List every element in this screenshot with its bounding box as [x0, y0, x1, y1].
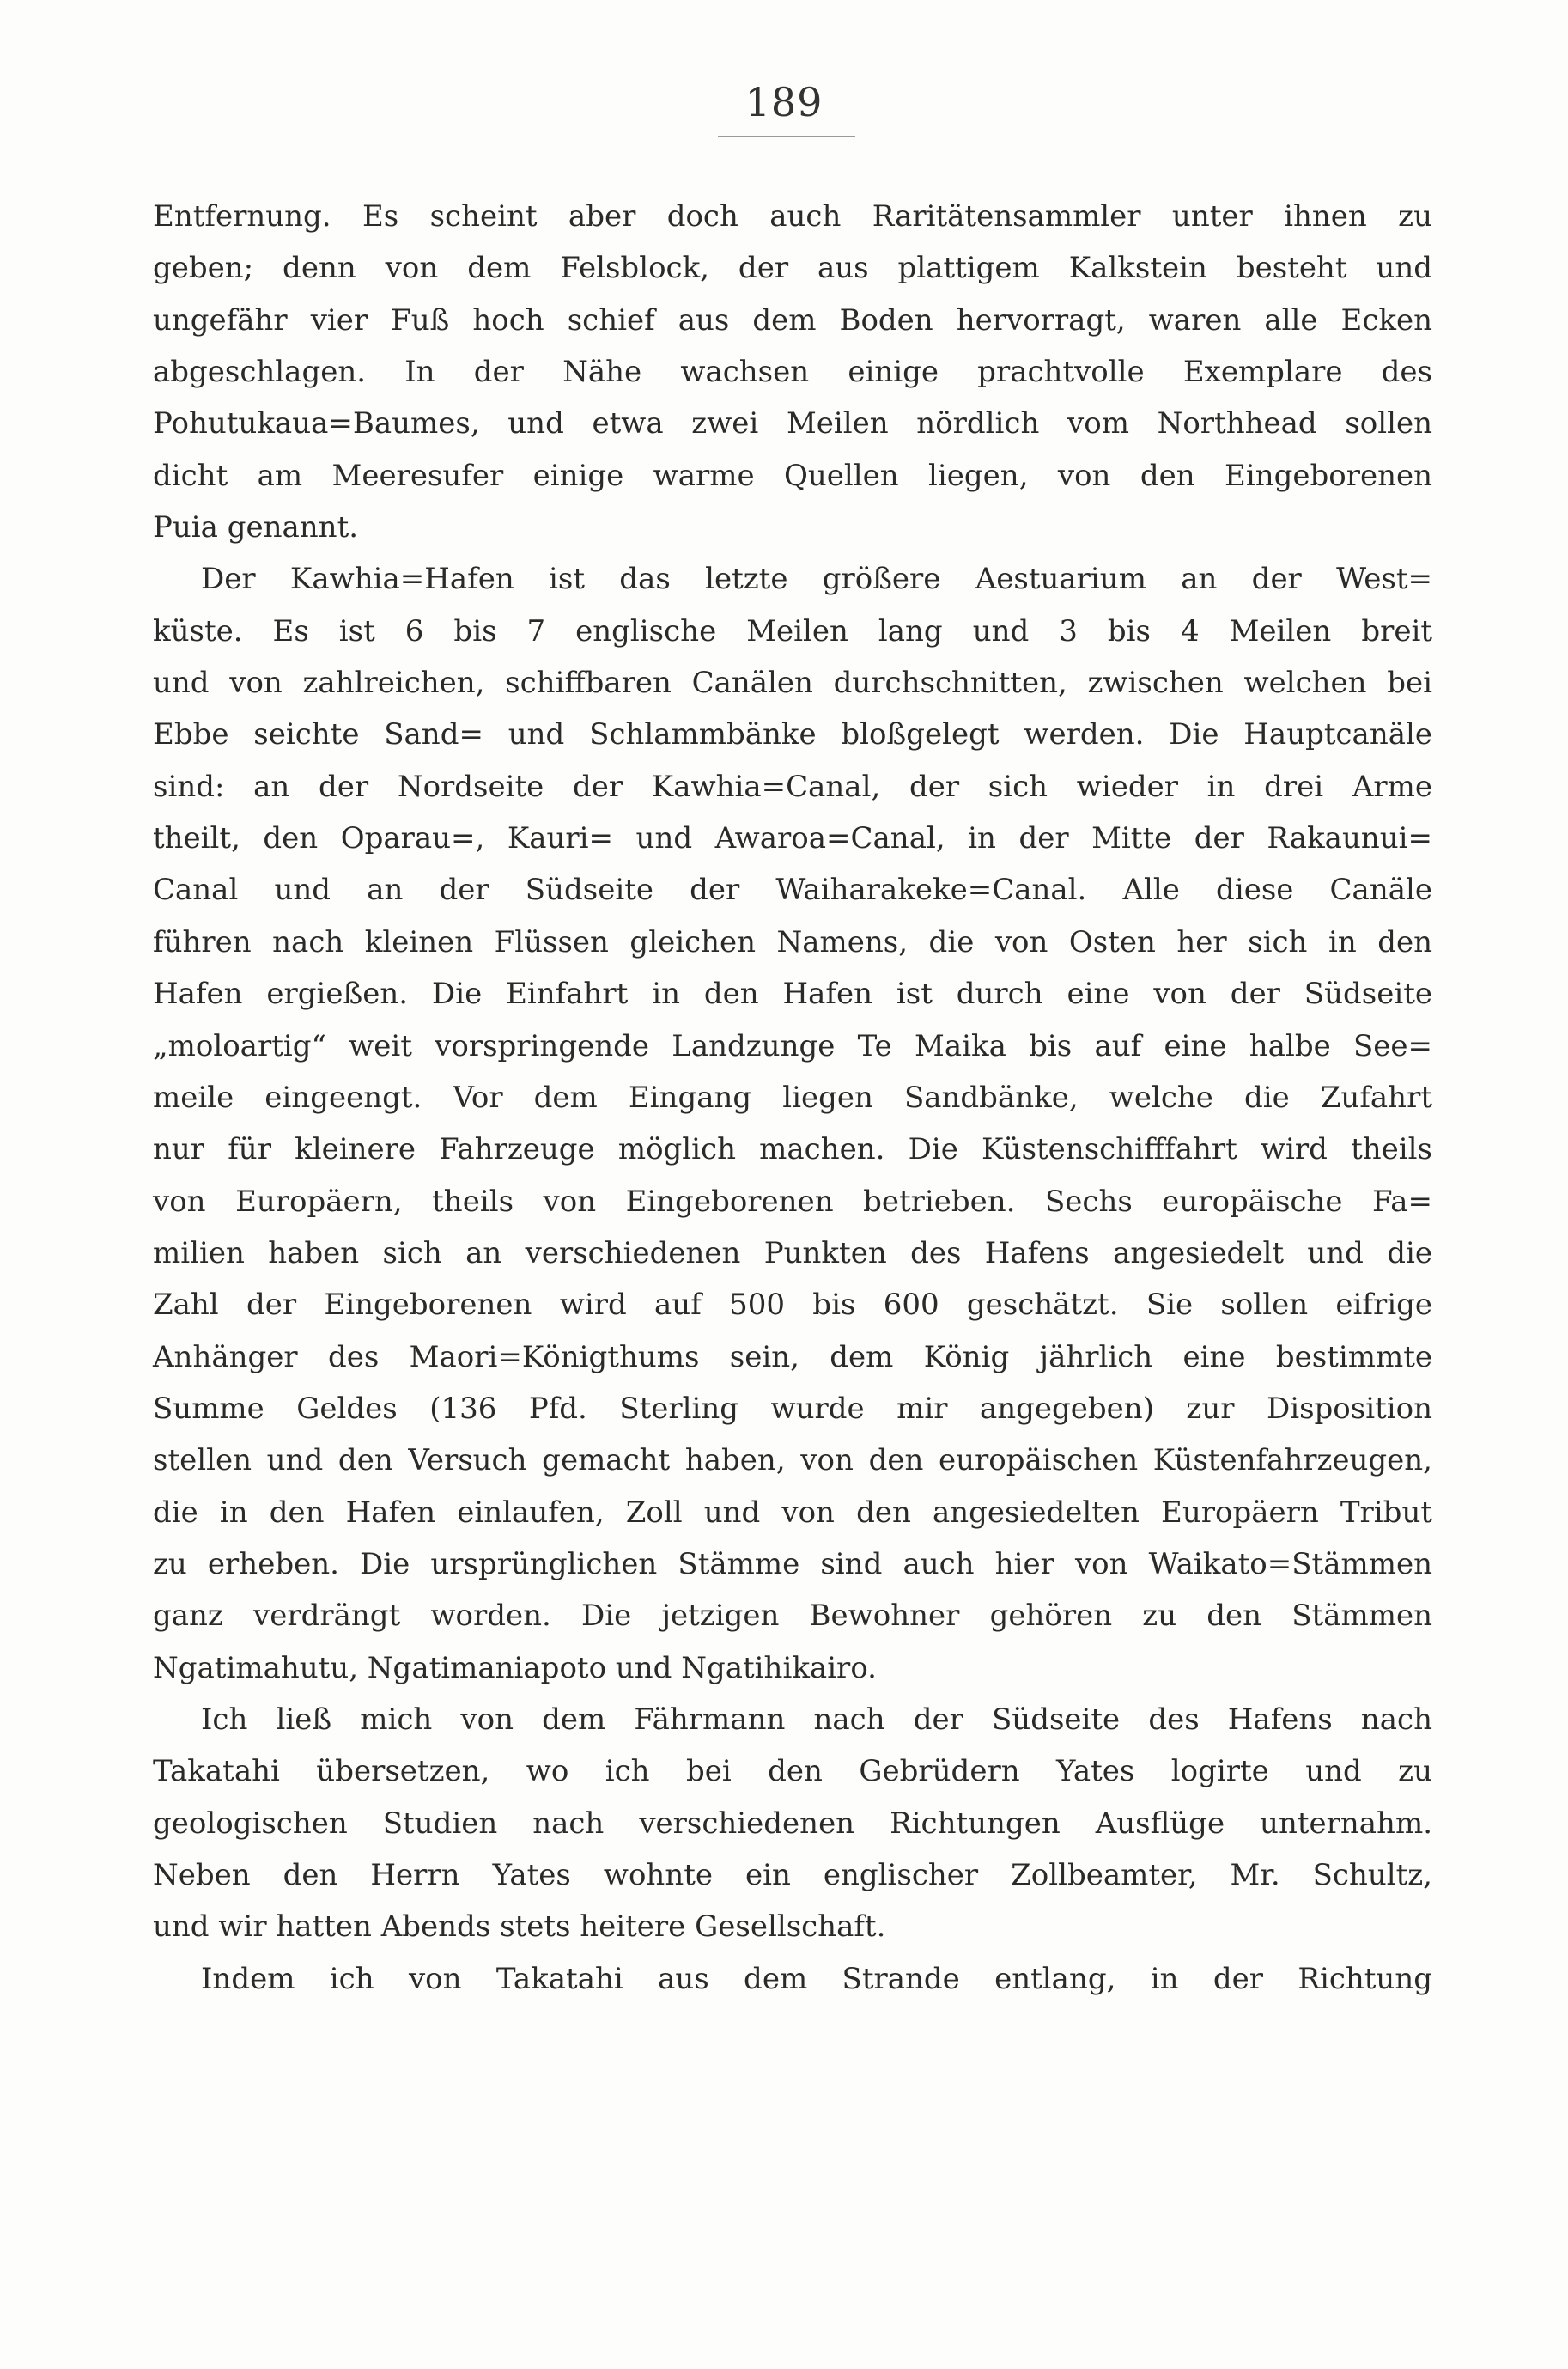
text-line: Ngatimahutu, Ngatimaniapoto und Ngatihikairo.	[153, 1650, 877, 1685]
text-line: Zahl der Eingeborenen wird auf 500 bis 600 geschätzt. Sie sollen eifrige	[153, 1288, 1432, 1323]
text-line: Ebbe seichte Sand= und Schlammbänke bloßgelegt werden. Die Hauptcanäle	[153, 717, 1432, 752]
text-line: Ich ließ mich von dem Fährmann nach der Südseite des Hafens nach	[201, 1702, 1432, 1737]
text-line: Canal und an der Südseite der Waiharakeke=Canal. Alle diese Canäle	[153, 873, 1432, 908]
text-line: Indem ich von Takatahi aus dem Strande entlang, in der Richtung	[201, 1961, 1432, 1996]
text-line: stellen und den Versuch gemacht haben, von den europäischen Küstenfahrzeugen,	[153, 1443, 1432, 1478]
text-line: dicht am Meeresufer einige warme Quellen liegen, von den Eingeborenen	[153, 458, 1432, 493]
text-line: sind: an der Nordseite der Kawhia=Canal, der sich wieder in drei Arme	[153, 769, 1432, 804]
text-line: Pohutukaua=Baumes, und etwa zwei Meilen nördlich vom Northhead sollen	[153, 406, 1432, 442]
text-line: abgeschlagen. In der Nähe wachsen einige prachtvolle Exemplare des	[153, 355, 1432, 390]
text-line: zu erheben. Die ursprünglichen Stämme sind auch hier von Waikato=Stämmen	[153, 1546, 1432, 1581]
text-line: die in den Hafen einlaufen, Zoll und von den angesiedelten Europäern Tribut	[153, 1495, 1432, 1530]
text-line: „moloartig“ weit vorspringende Landzunge Te Maika bis auf eine halbe See=	[153, 1028, 1432, 1063]
text-line: Entfernung. Es scheint aber doch auch Raritätensammler unter ihnen zu	[153, 199, 1432, 234]
text-line: theilt, den Oparau=, Kauri= und Awaroa=Canal, in der Mitte der Rakaunui=	[153, 821, 1432, 856]
text-line: und wir hatten Abends stets heitere Gesellschaft.	[153, 1909, 886, 1945]
header-rule	[718, 136, 855, 137]
text-line: küste. Es ist 6 bis 7 englische Meilen lang und 3 bis 4 Meilen breit	[153, 613, 1432, 649]
text-line: Neben den Herrn Yates wohnte ein englischer Zollbeamter, Mr. Schultz,	[153, 1858, 1432, 1892]
text-line: Summe Geldes (136 Pfd. Sterling wurde mir angegeben) zur Disposition	[153, 1391, 1432, 1426]
text-line: führen nach kleinen Flüssen gleichen Namens, die von Osten her sich in den	[153, 924, 1432, 959]
text-line: nur für kleinere Fahrzeuge möglich machen. Die Küstenschifffahrt wird theils	[153, 1132, 1432, 1167]
text-line: Der Kawhia=Hafen ist das letzte größere Aestuarium an der West=	[201, 562, 1432, 597]
text-line: ungefähr vier Fuß hoch schief aus dem Boden hervorragt, waren alle Ecken	[153, 302, 1432, 338]
text-line: Puia genannt.	[153, 510, 359, 545]
text-line: von Europäern, theils von Eingeborenen betrieben. Sechs europäische Fa=	[153, 1184, 1432, 1219]
text-line: milien haben sich an verschiedenen Punkten des Hafens angesiedelt und die	[153, 1235, 1432, 1270]
text-line: Anhänger des Maori=Königthums sein, dem König jährlich eine bestimmte	[153, 1339, 1432, 1374]
text-line: meile eingeengt. Vor dem Eingang liegen Sandbänke, welche die Zufahrt	[153, 1080, 1432, 1115]
text-line: geben; denn von dem Felsblock, der aus plattigem Kalkstein besteht und	[153, 251, 1432, 286]
text-line: Takatahi übersetzen, wo ich bei den Gebrüdern Yates logirte und zu	[153, 1754, 1432, 1789]
text-line: und von zahlreichen, schiffbaren Canälen durchschnitten, zwischen welchen bei	[153, 666, 1432, 701]
text-line: Hafen ergießen. Die Einfahrt in den Hafen ist durch eine von der Südseite	[153, 977, 1432, 1012]
body-text	[153, 191, 1432, 2005]
text-line: geologischen Studien nach verschiedenen Richtungen Ausflüge unternahm.	[153, 1806, 1432, 1841]
text-line: ganz verdrängt worden. Die jetzigen Bewohner gehören zu den Stämmen	[153, 1599, 1432, 1634]
page-number: 189	[744, 79, 824, 125]
